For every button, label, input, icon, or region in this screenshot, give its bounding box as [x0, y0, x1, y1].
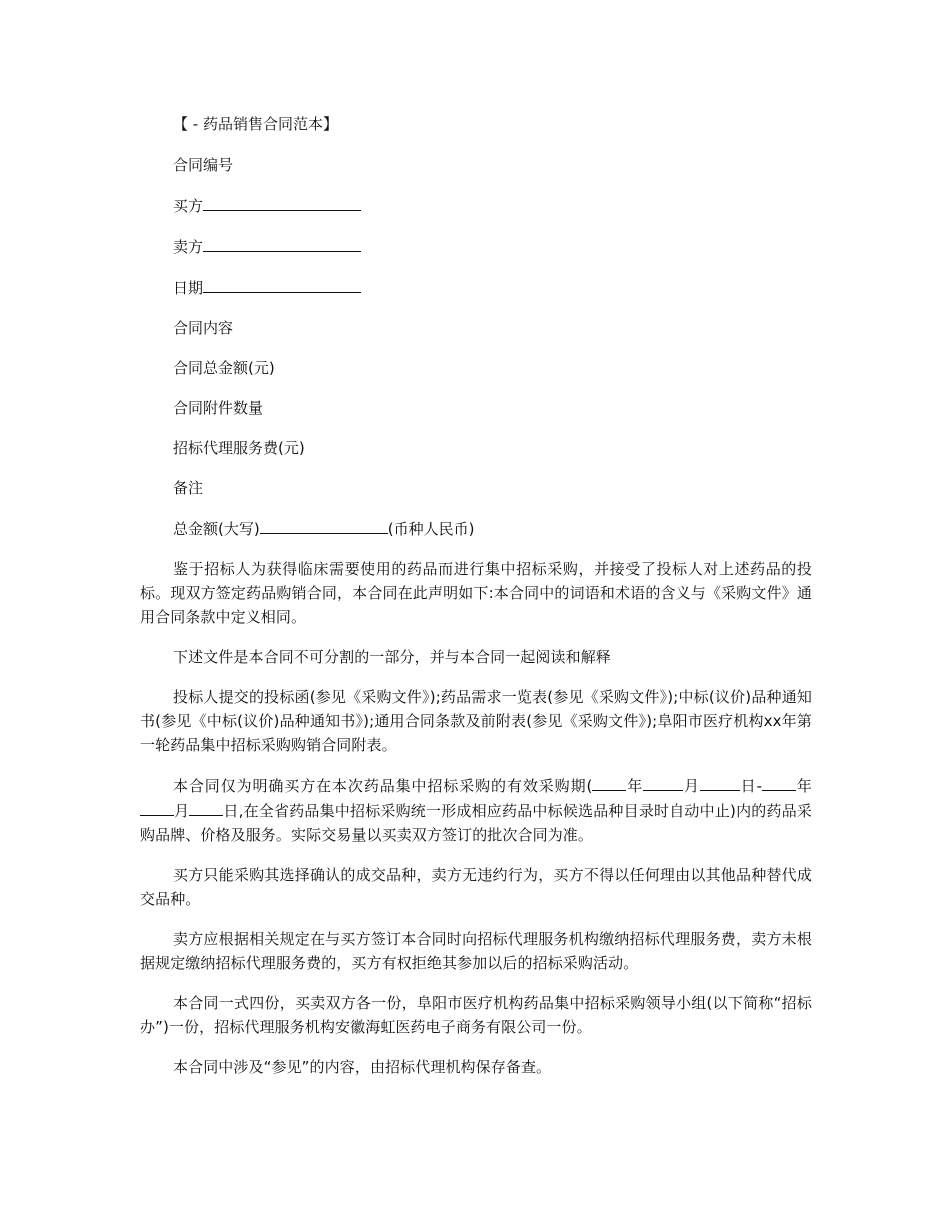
period-day-end: 日,在全省药品集中招标采购统一形成相应药品中标候选品种目录时自动中止)内的药品采购品牌、价格及服务。实际交易量以买卖双方签订的批次合同为准。	[140, 802, 812, 844]
total-upper-suffix: (币种人民币)	[387, 520, 475, 538]
paragraph-substitution: 买方只能采购其选择确认的成交品种，卖方无违约行为，买方不得以任何理由以其他品种替代成交品种。	[140, 866, 812, 908]
total-upper-prefix: 总金额(大写)	[173, 520, 260, 538]
document-title: 【 - 药品销售合同范本】	[173, 115, 338, 133]
period-day-dash: 日-	[739, 777, 763, 795]
field-contract-content: 合同内容	[173, 319, 234, 337]
paragraph-reference-storage: 本合同中涉及“参见”的内容，由招标代理机构保存备查。	[173, 1058, 552, 1076]
period-year-2: 年	[796, 777, 812, 795]
paragraph-agency-fee: 卖方应根据相关规定在与买方签订本合同时向招标代理服务机构缴纳招标代理服务费，卖方未根据规定缴纳招标代理服务费的，买方有权拒绝其参加以后的招标采购活动。	[140, 930, 812, 972]
field-seller-label: 卖方	[173, 238, 204, 256]
field-date-label: 日期	[173, 279, 204, 297]
period-month-blank-1	[643, 773, 683, 791]
period-text-1: 本合同仅为明确买方在本次药品集中招标采购的有效采购期(	[173, 777, 593, 795]
field-buyer	[140, 193, 812, 218]
paragraph-copies: 本合同一式四份，买卖双方各一份，阜阳市医疗机构药品集中招标采购领导小组(以下简称“招标办”)一份，招标代理服务机构安徽海虹医药电子商务有限公司一份。	[140, 994, 812, 1036]
field-contract-no: 合同编号	[173, 156, 234, 174]
paragraph-document-list: 投标人提交的投标函(参见《采购文件》);药品需求一览表(参见《采购文件》);中标(议价)品种通知书(参见《中标(议价)品种通知书》);通用合同条款及前附表(参见《采购文件》);阜阳市医疗机构xx年第一轮药品集中招标采购购销合同附表。	[140, 688, 812, 754]
period-year-1: 年	[626, 777, 644, 795]
field-agency-fee: 招标代理服务费(元)	[173, 439, 305, 457]
field-seller	[140, 234, 812, 259]
period-month-1: 月	[683, 777, 700, 795]
paragraph-period	[140, 773, 812, 847]
field-attachments: 合同附件数量	[173, 399, 264, 417]
period-month-blank-2	[140, 798, 174, 816]
field-total-upper	[140, 516, 812, 541]
paragraph-documents: 下述文件是本合同不可分割的一部分，并与本合同一起阅读和解释	[173, 648, 611, 666]
document-body	[140, 112, 812, 1095]
field-remarks: 备注	[173, 479, 204, 497]
seller-blank	[203, 234, 361, 252]
period-year-blank-1	[592, 773, 626, 791]
field-buyer-label: 买方	[173, 197, 204, 215]
period-year-blank-2	[762, 773, 796, 791]
paragraph-intro: 鉴于招标人为获得临床需要使用的药品而进行集中招标采购，并接受了投标人对上述药品的投标。现双方签定药品购销合同，本合同在此声明如下:本合同中的词语和术语的含义与《采购文件》通用合同条款中定义相同。	[140, 560, 812, 626]
period-month-2: 月	[174, 802, 190, 820]
buyer-blank	[203, 193, 361, 211]
period-day-blank-2	[189, 798, 223, 816]
period-day-blank-1	[700, 773, 740, 791]
field-total-amount: 合同总金额(元)	[173, 359, 275, 377]
field-date	[140, 275, 812, 300]
date-blank	[203, 275, 361, 293]
total-upper-blank	[260, 516, 388, 534]
